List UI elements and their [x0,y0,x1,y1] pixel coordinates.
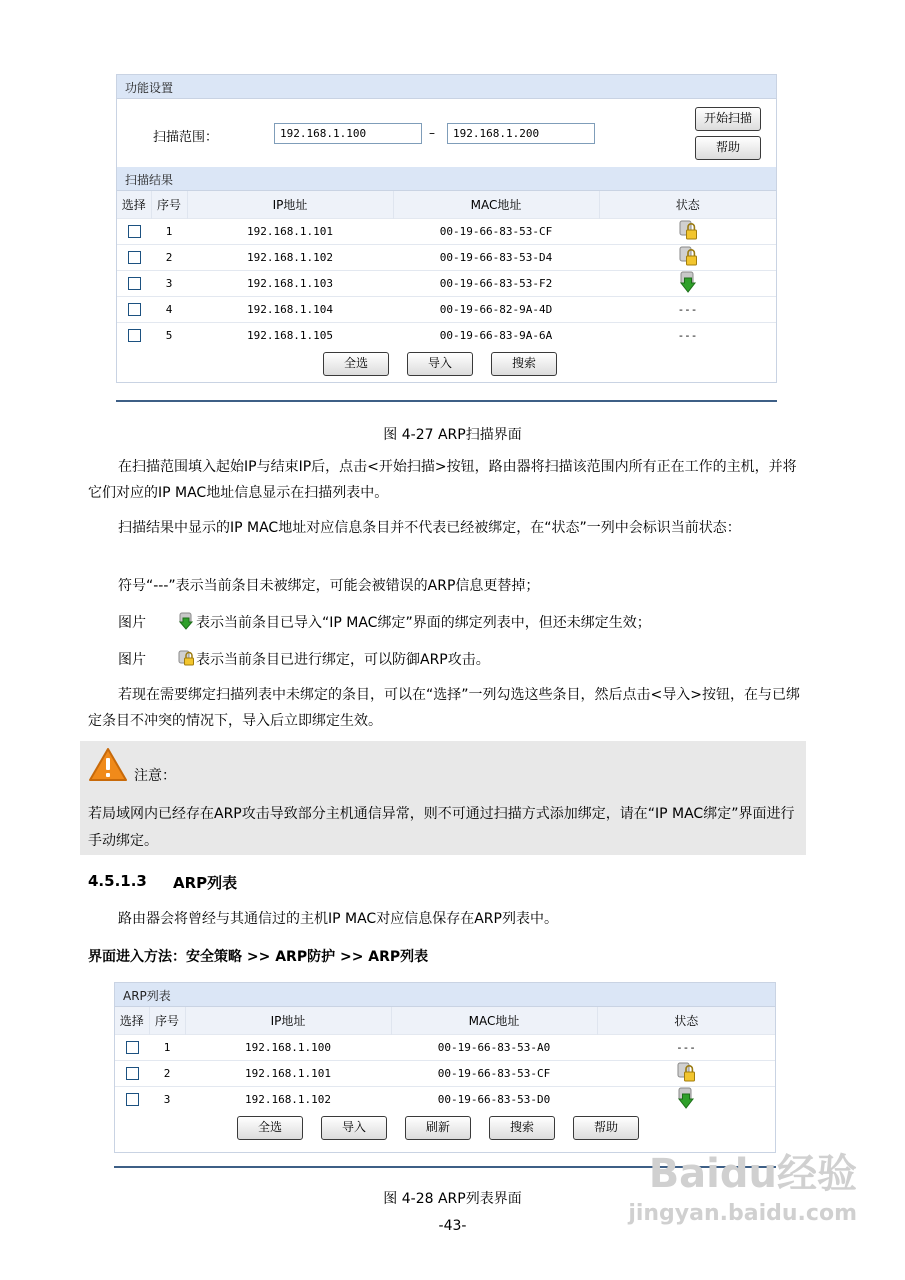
row-mac: 00-19-66-82-9A-4D [393,296,599,322]
row-mac: 00-19-66-83-53-F2 [393,270,599,296]
start-ip-input[interactable]: 192.168.1.100 [274,123,422,144]
help-button[interactable]: 帮助 [695,136,761,160]
col-mac: MAC地址 [393,191,599,218]
col-select: 选择 [117,191,151,218]
paragraph-5 [88,647,806,676]
warning-icon [88,747,128,783]
row-ip: 192.168.1.100 [185,1034,391,1060]
col-index: 序号 [151,191,187,218]
section-number: 4.5.1.3 [88,872,147,890]
watermark-brand: Baidu经验 [648,1151,857,1197]
paragraph-1: 在扫描范围填入起始IP与结束IP后，点击<开始扫描>按钮，路由器将扫描该范围内所有正在工作的主机，并将它们对应的IP MAC地址信息显示在扫描列表中。 [88,459,797,501]
row-checkbox[interactable] [126,1041,139,1054]
table-row [117,244,776,270]
imported-arrow-icon [676,1099,696,1112]
scan-results-header: 扫描结果 [117,167,776,191]
paragraph-3: 符号“---”表示当前条目未被绑定，可能会被错误的ARP信息更替掉； [118,578,540,594]
function-settings-header: 功能设置 [117,75,776,99]
note-title: 注意： [134,768,176,784]
col-select: 选择 [115,1007,149,1034]
row-checkbox[interactable] [128,225,141,238]
select-all-button[interactable]: 全选 [323,352,389,376]
search-button[interactable]: 搜索 [491,352,557,376]
row-ip: 192.168.1.104 [187,296,393,322]
row-mac: 00-19-66-83-53-D4 [393,244,599,270]
status-text: --- [676,1040,696,1054]
note-text: 若局域网内已经存在ARP攻击导致部分主机通信异常，则不可通过扫描方式添加绑定，请在“IP MAC绑定”界面进行手动绑定。 [88,806,795,849]
arp-list-header: ARP列表 [115,983,775,1007]
range-dash: – [429,126,435,140]
paragraph-6: 若现在需要绑定扫描列表中未绑定的条目，可以在“选择”一列勾选这些条目，然后点击<导入>按钮，在与已绑定条目不冲突的情况下，导入后立即绑定生效。 [88,687,800,729]
scan-button-row [117,348,776,382]
col-index: 序号 [149,1007,185,1034]
row-checkbox[interactable] [128,303,141,316]
row-checkbox[interactable] [128,251,141,264]
status-text: --- [677,302,698,316]
paragraph-2: 扫描结果中显示的IP MAC地址对应信息条目并不代表已经被绑定，在“状态”一列中会标识当前状态： [118,520,741,536]
row-checkbox[interactable] [128,277,141,290]
section-intro: 路由器会将曾经与其通信过的主机IP MAC对应信息保存在ARP列表中。 [118,911,558,927]
row-mac: 00-19-66-83-53-CF [391,1060,597,1086]
row-index: 1 [151,218,187,244]
page-number: -43- [438,1218,467,1234]
table-row [117,270,776,296]
paragraph-5-lead: 图片 [118,652,146,668]
row-ip: 192.168.1.105 [187,322,393,348]
row-mac: 00-19-66-83-53-A0 [391,1034,597,1060]
bound-lock-icon [678,231,698,244]
scan-results-table [117,191,776,348]
table-row [115,1034,775,1060]
end-ip-input[interactable]: 192.168.1.200 [447,123,595,144]
table-row [117,218,776,244]
col-ip: IP地址 [187,191,393,218]
paragraph-4-text: 表示当前条目已导入“IP MAC绑定”界面的绑定列表中，但还未绑定生效； [196,615,651,631]
row-ip: 192.168.1.101 [185,1060,391,1086]
col-ip: IP地址 [185,1007,391,1034]
refresh-button[interactable]: 刷新 [405,1116,471,1140]
bound-lock-icon [676,1073,696,1086]
row-status [599,296,776,322]
row-ip: 192.168.1.103 [187,270,393,296]
table-row [117,322,776,348]
paragraph-5-text: 表示当前条目已进行绑定，可以防御ARP攻击。 [196,652,490,668]
bound-lock-icon [147,649,195,676]
row-index: 3 [149,1086,185,1112]
table-header-row [115,1007,775,1034]
table-header-row [117,191,776,218]
row-index: 4 [151,296,187,322]
help-button[interactable]: 帮助 [573,1116,639,1140]
row-index: 2 [151,244,187,270]
row-ip: 192.168.1.102 [187,244,393,270]
arp-list-table [115,1007,775,1112]
scan-settings-panel [116,74,777,383]
row-mac: 00-19-66-83-9A-6A [393,322,599,348]
row-status [597,1034,775,1060]
paragraph-4 [88,610,806,639]
col-status: 状态 [599,191,776,218]
note-box [80,741,806,855]
row-status [597,1086,775,1112]
col-mac: MAC地址 [391,1007,597,1034]
row-status [599,270,776,296]
row-index: 2 [149,1060,185,1086]
status-text: --- [677,328,698,342]
scan-range-area [117,99,776,167]
row-status [599,322,776,348]
imported-arrow-icon [147,612,195,639]
row-checkbox[interactable] [126,1067,139,1080]
imported-arrow-icon [678,283,698,296]
select-all-button[interactable]: 全选 [237,1116,303,1140]
col-status: 状态 [597,1007,775,1034]
row-ip: 192.168.1.102 [185,1086,391,1112]
row-index: 3 [151,270,187,296]
navigation-path: 界面进入方法：安全策略 >> ARP防护 >> ARP列表 [88,949,429,965]
search-button[interactable]: 搜索 [489,1116,555,1140]
section-title: ARP列表 [173,874,238,892]
figure1-caption: 图 4-27 ARP扫描界面 [383,427,522,443]
row-index: 1 [149,1034,185,1060]
scan-range-label: 扫描范围： [153,130,219,145]
row-mac: 00-19-66-83-53-D0 [391,1086,597,1112]
row-checkbox[interactable] [126,1093,139,1106]
figure1-bottom-rule [116,400,777,402]
bound-lock-icon [678,257,698,270]
baidu-watermark [628,1142,857,1226]
start-scan-button[interactable]: 开始扫描 [695,107,761,131]
row-ip: 192.168.1.101 [187,218,393,244]
table-row [115,1086,775,1112]
row-status [597,1060,775,1086]
row-checkbox[interactable] [128,329,141,342]
table-row [115,1060,775,1086]
arp-list-panel [114,982,776,1153]
watermark-url: jingyan.baidu.com [628,1201,857,1226]
row-index: 5 [151,322,187,348]
figure2-caption: 图 4-28 ARP列表界面 [383,1191,522,1207]
row-status [599,218,776,244]
row-mac: 00-19-66-83-53-CF [393,218,599,244]
table-row [117,296,776,322]
paragraph-4-lead: 图片 [118,615,146,631]
row-status [599,244,776,270]
import-button[interactable]: 导入 [407,352,473,376]
import-button[interactable]: 导入 [321,1116,387,1140]
